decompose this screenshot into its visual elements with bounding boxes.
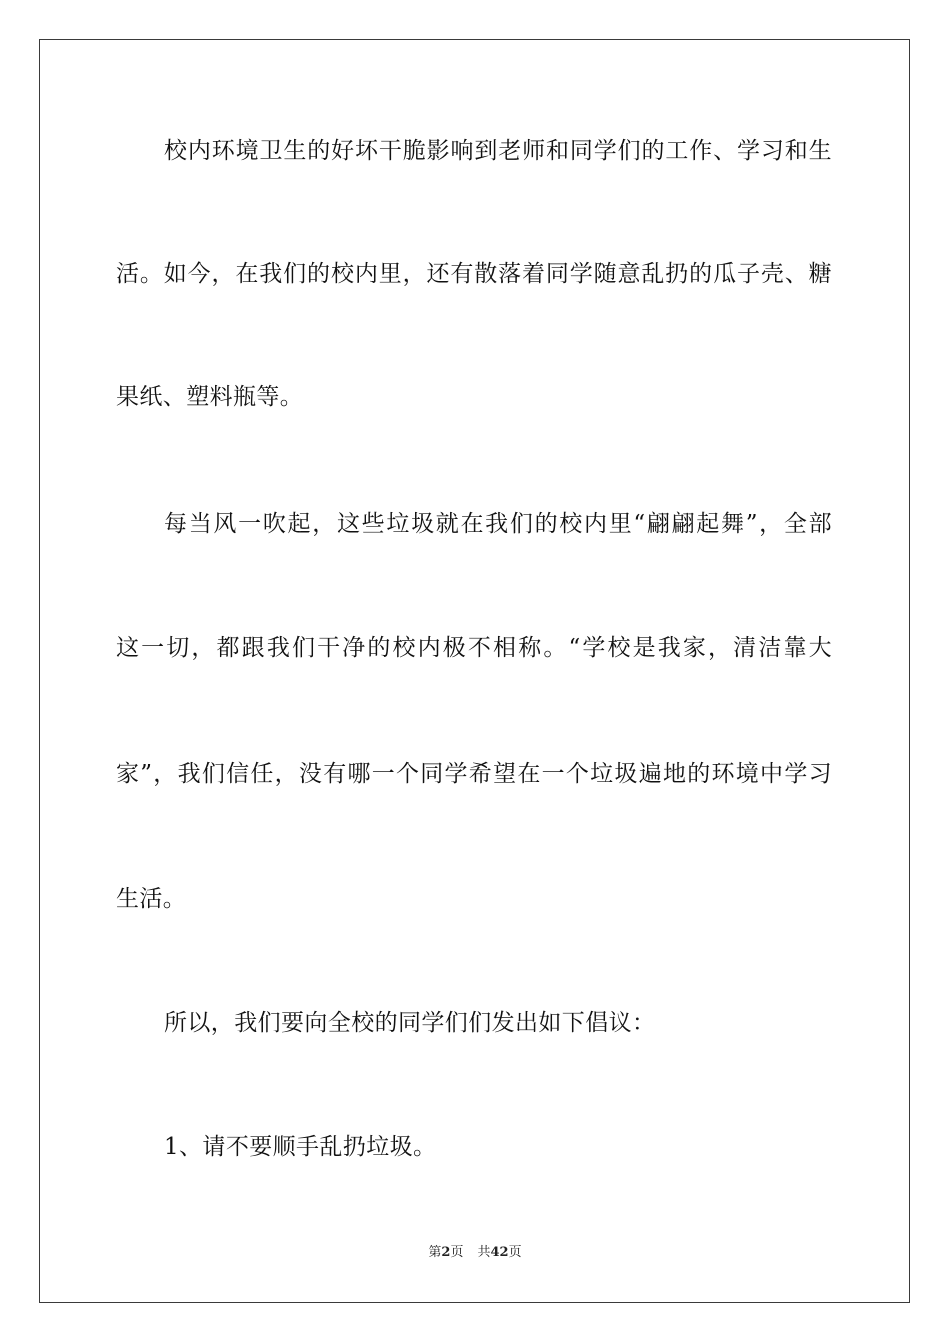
paragraph-3-line-1: 所以，我们要向全校的同学们们发出如下倡议： [164, 1010, 656, 1036]
paragraph-2-line-1: 每当风一吹起，这些垃圾就在我们的校内里“翩翩起舞”，全部 [164, 511, 832, 537]
page-suffix: 页 [450, 1245, 464, 1260]
list-item-1: 1、请不要顺手乱扔垃圾。 [164, 1134, 437, 1160]
page-border [39, 39, 910, 1303]
page-footer [0, 1244, 950, 1262]
paragraph-1-line-1: 校内环境卫生的好坏干脆影响到老师和同学们的工作、学习和生 [164, 138, 832, 164]
total-pages: 42 [490, 1245, 509, 1260]
total-prefix: 共 [477, 1245, 491, 1260]
paragraph-2-line-4: 生活。 [116, 886, 187, 912]
page-prefix: 第 [428, 1245, 442, 1260]
page-number: 2 [441, 1245, 451, 1260]
paragraph-2-line-2: 这一切，都跟我们干净的校内极不相称。“学校是我家，清洁靠大 [116, 635, 832, 661]
paragraph-2-line-3: 家”，我们信任，没有哪一个同学希望在一个垃圾遍地的环境中学习 [116, 761, 832, 787]
total-suffix: 页 [508, 1245, 522, 1260]
paragraph-1-line-3: 果纸、塑料瓶等。 [116, 384, 304, 410]
paragraph-1-line-2: 活。如今，在我们的校内里，还有散落着同学随意乱扔的瓜子壳、糖 [116, 261, 832, 287]
